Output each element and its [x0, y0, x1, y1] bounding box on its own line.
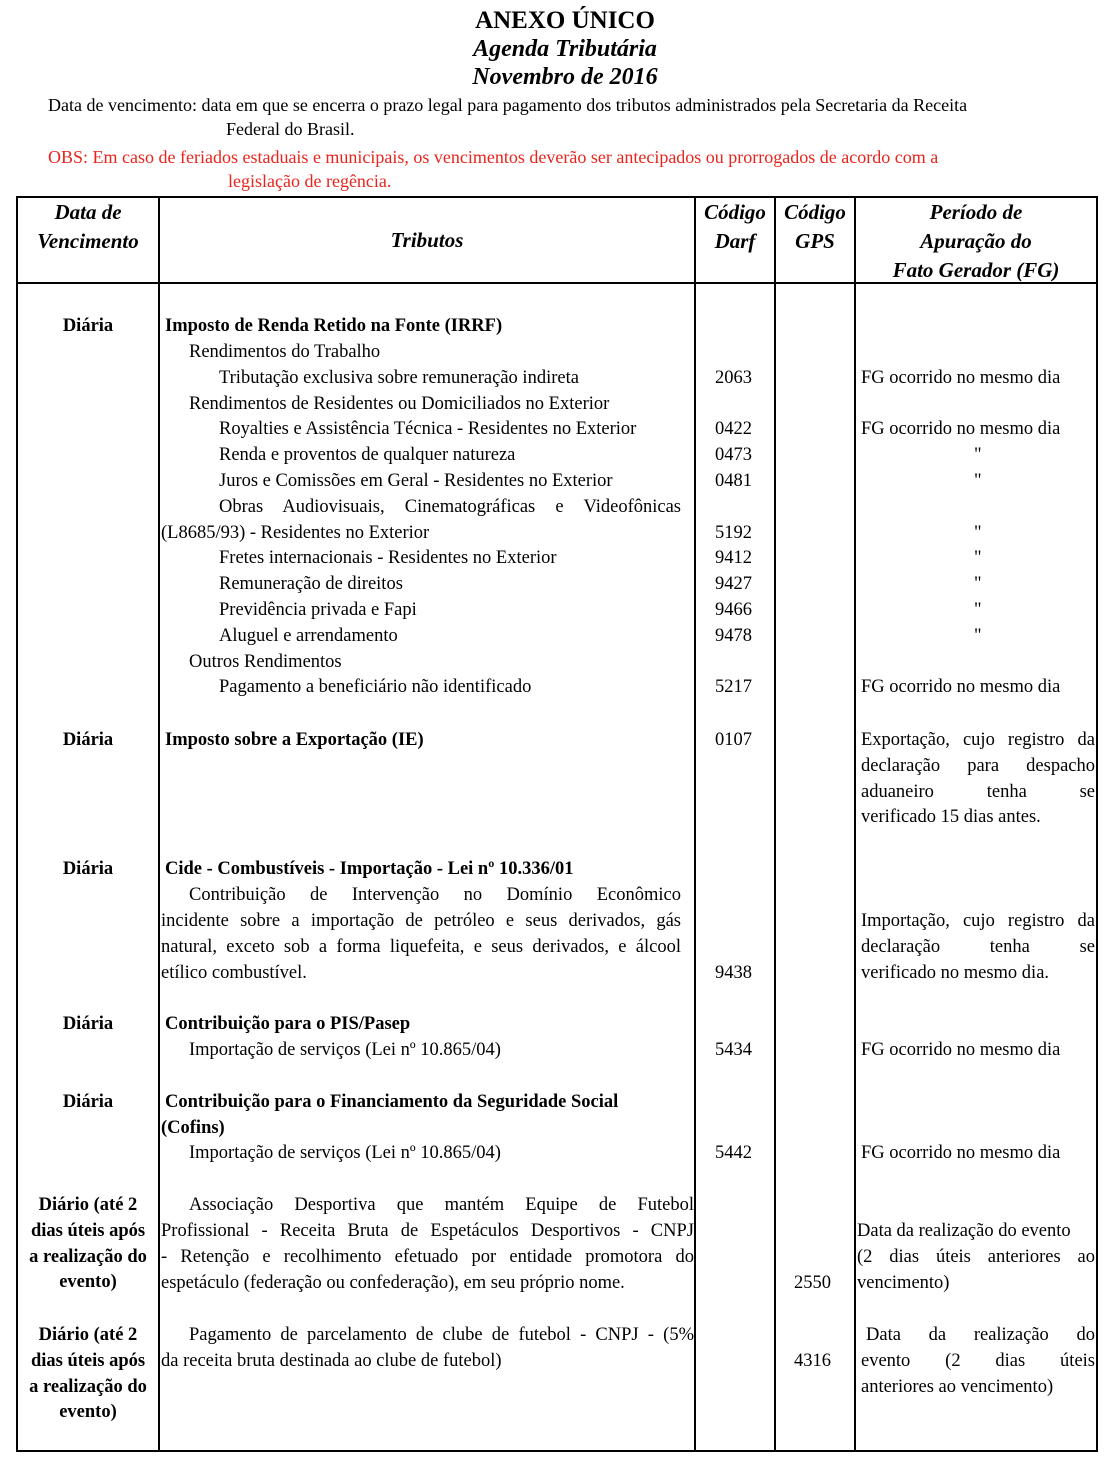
group-label: Outros Rendimentos: [189, 652, 342, 672]
ditto-mark: ": [974, 523, 982, 543]
darf-code: 0481: [715, 471, 752, 491]
tax-item: Royalties e Assistência Técnica - Residentes no Exterior: [219, 419, 637, 439]
column-divider: [774, 196, 776, 1452]
period-text: FG ocorrido no mesmo dia: [861, 1040, 1061, 1060]
period-text: FG ocorrido no mesmo dia: [861, 419, 1061, 439]
tax-item: Tributação exclusiva sobre remuneração indireta: [219, 368, 579, 388]
due-date-definition: [48, 93, 1098, 141]
tax-item-continued: (L8685/93) - Residentes no Exterior: [161, 523, 430, 543]
darf-code: 9466: [715, 600, 752, 620]
darf-code: 2063: [715, 368, 752, 388]
ditto-mark: ": [974, 626, 982, 646]
darf-code: 9427: [715, 574, 752, 594]
darf-code: 5442: [715, 1143, 752, 1163]
period-text: Data da realização do evento (2 dias úteis anteriores ao vencimento): [857, 1221, 1095, 1293]
column-divider: [158, 196, 160, 1452]
tax-description: incidente sobre a importação de petróleo e seus derivados, gás: [161, 911, 681, 931]
ditto-mark: ": [974, 574, 982, 594]
tax-description: da receita bruta destinada ao clube de futebol): [161, 1351, 502, 1371]
due-date-cofins: Diária: [62, 1092, 114, 1112]
ditto-mark: ": [974, 548, 982, 568]
document-subtitle: Agenda Tributária: [473, 36, 657, 62]
tax-title-irrf: Imposto de Renda Retido na Fonte (IRRF): [165, 316, 503, 336]
due-date-ie: Diária: [62, 730, 114, 750]
darf-code: 5217: [715, 677, 752, 697]
group-label: Rendimentos do Trabalho: [189, 342, 381, 362]
tax-description: Contribuição de Intervenção no Domínio Econômico: [189, 885, 681, 905]
tax-item: Pagamento a beneficiário não identificado: [219, 677, 532, 697]
tax-title-cofins-continued: (Cofins): [161, 1118, 225, 1138]
tax-description: espetáculo (federação ou confederação), em seu próprio nome.: [161, 1273, 625, 1293]
tax-description: Associação Desportiva que mantém Equipe de Futebol: [189, 1195, 694, 1215]
header-due-date: Data de Vencimento: [37, 200, 139, 253]
tax-item: Previdência privada e Fapi: [219, 600, 417, 620]
tax-title-ie: Imposto sobre a Exportação (IE): [165, 730, 424, 750]
tax-item: Importação de serviços (Lei nº 10.865/04): [189, 1040, 501, 1060]
document-month: Novembro de 2016: [472, 64, 658, 90]
tax-description: natural, exceto sob a forma liquefeita, e seus derivados, e álcool: [161, 937, 681, 957]
period-text: Data da realização do evento (2 dias úteis anteriores ao vencimento): [861, 1325, 1095, 1397]
obs-line-1: OBS: Em caso de feriados estaduais e municipais, os vencimentos deverão ser antecipados ou prorrogados de acordo com a: [48, 147, 939, 167]
ditto-mark: ": [974, 471, 982, 491]
period-text: FG ocorrido no mesmo dia: [861, 1143, 1061, 1163]
tax-item: Juros e Comissões em Geral - Residentes no Exterior: [219, 471, 613, 491]
tax-item: Remuneração de direitos: [219, 574, 403, 594]
header-period: Período de Apuração do Fato Gerador (FG): [892, 200, 1060, 282]
darf-code: 9438: [715, 963, 752, 983]
tax-title-cide: Cide - Combustíveis - Importação - Lei nº 10.336/01: [165, 859, 574, 879]
column-divider: [854, 196, 856, 1452]
gps-code: 4316: [794, 1351, 831, 1371]
tax-item: Fretes internacionais - Residentes no Exterior: [219, 548, 557, 568]
header-gps-code: Código GPS: [784, 200, 846, 253]
tax-title-cofins: Contribuição para o Financiamento da Seguridade Social: [165, 1092, 619, 1112]
column-divider: [694, 196, 696, 1452]
definition-line-2: Federal do Brasil.: [226, 119, 355, 139]
darf-code: 0422: [715, 419, 752, 439]
due-date-cide: Diária: [62, 859, 114, 879]
document-title: ANEXO ÚNICO: [475, 7, 655, 34]
obs-line-2: legislação de regência.: [228, 171, 392, 191]
tax-description: etílico combustível.: [161, 963, 307, 983]
due-date-futebol-retencao: Diário (até 2 dias úteis após a realização do evento): [29, 1195, 147, 1293]
darf-code: 9412: [715, 548, 752, 568]
header-taxes: Tributos: [390, 228, 464, 252]
darf-code: 0473: [715, 445, 752, 465]
group-label: Rendimentos de Residentes ou Domiciliados no Exterior: [189, 394, 610, 414]
period-text: Importação, cujo registro da declaração tenha se verificado no mesmo dia.: [861, 911, 1095, 983]
holiday-note: [48, 145, 1098, 193]
ditto-mark: ": [974, 600, 982, 620]
period-text: Exportação, cujo registro da declaração para despacho aduaneiro tenha se verificado 15 dias antes.: [861, 730, 1095, 828]
tax-title-pis: Contribuição para o PIS/Pasep: [165, 1014, 411, 1034]
due-date-futebol-parcelamento: Diário (até 2 dias úteis após a realização do evento): [29, 1325, 147, 1423]
tax-description: Profissional - Receita Bruta de Espetáculos Desportivos - CNPJ: [161, 1221, 694, 1241]
darf-code: 0107: [715, 730, 752, 750]
tax-item: Aluguel e arrendamento: [219, 626, 398, 646]
ditto-mark: ": [974, 445, 982, 465]
tax-item: Renda e proventos de qualquer natureza: [219, 445, 516, 465]
period-text: FG ocorrido no mesmo dia: [861, 368, 1061, 388]
period-text: FG ocorrido no mesmo dia: [861, 677, 1061, 697]
gps-code: 2550: [794, 1273, 831, 1293]
header-darf-code: Código Darf: [704, 200, 766, 253]
darf-code: 5434: [715, 1040, 752, 1060]
tax-description: - Retenção e recolhimento efetuado por entidade promotora do: [161, 1247, 694, 1267]
tax-description: Pagamento de parcelamento de clube de futebol - CNPJ - (5%: [189, 1325, 694, 1345]
due-date-pis: Diária: [62, 1014, 114, 1034]
darf-code: 5192: [715, 523, 752, 543]
darf-code: 9478: [715, 626, 752, 646]
tax-item: Obras Audiovisuais, Cinematográficas e Videofônicas: [219, 497, 681, 517]
due-date-irrf: Diária: [62, 316, 114, 336]
definition-line-1: Data de vencimento: data em que se encerra o prazo legal para pagamento dos tributos administrados pela Secretaria da Receita: [48, 95, 968, 115]
tax-item: Importação de serviços (Lei nº 10.865/04): [189, 1143, 501, 1163]
